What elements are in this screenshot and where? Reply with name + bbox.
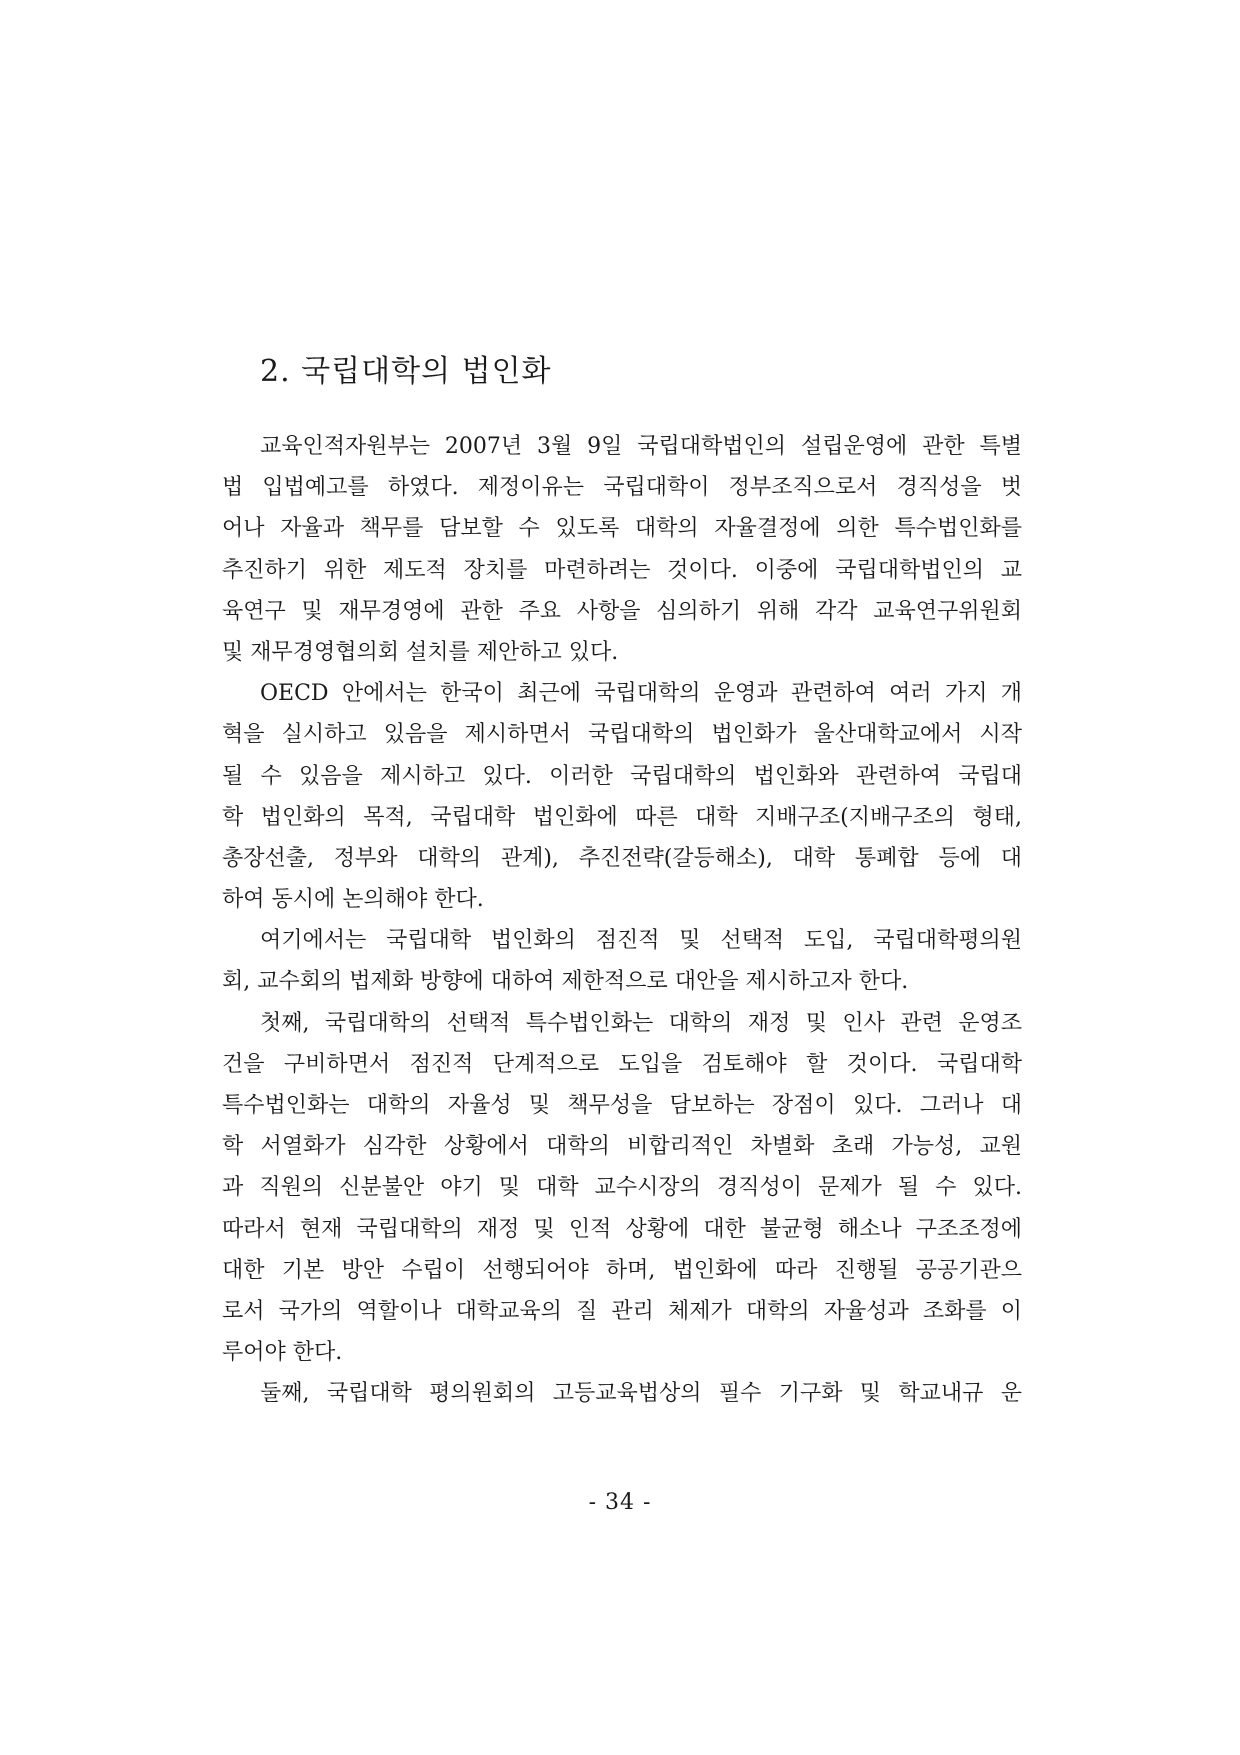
text-line: 따라서 현재 국립대학의 재정 및 인적 상황에 대한 불균형 해소나 구조조정에 — [222, 1216, 1022, 1242]
text-line: 학 법인화의 목적, 국립대학 법인화에 따른 대학 지배구조(지배구조의 형태, — [222, 804, 1022, 830]
text-line: 회, 교수회의 법제화 방향에 대하여 제한적으로 대안을 제시하고자 한다. — [222, 969, 909, 995]
text-line: 특수법인화는 대학의 자율성 및 책무성을 담보하는 장점이 있다. 그러나 대 — [222, 1093, 1022, 1118]
page-number: - 34 - — [588, 1490, 652, 1515]
text-line: 둘째, 국립대학 평의원회의 고등교육법상의 필수 기구화 및 학교내규 운 — [260, 1381, 1022, 1407]
text-line: 될 수 있음을 제시하고 있다. 이러한 국립대학의 법인화와 관련하여 국립대 — [222, 763, 1022, 789]
text-line: 및 재무경영협의회 설치를 제안하고 있다. — [222, 639, 619, 665]
text-line: 교육인적자원부는 2007년 3월 9일 국립대학법인의 설립운영에 관한 특별 — [260, 434, 1022, 459]
text-line: 혁을 실시하고 있음을 제시하면서 국립대학의 법인화가 울산대학교에서 시작 — [222, 722, 1022, 748]
body-text — [222, 426, 1022, 1415]
text-line: 로서 국가의 역할이나 대학교육의 질 관리 체제가 대학의 자율성과 조화를 이 — [222, 1298, 1022, 1324]
text-line: 첫째, 국립대학의 선택적 특수법인화는 대학의 재정 및 인사 관련 운영조 — [260, 1010, 1022, 1036]
text-line: 과 직원의 신분불안 야기 및 대학 교수시장의 경직성이 문제가 될 수 있다. — [222, 1175, 1022, 1201]
text-line: 학 서열화가 심각한 상황에서 대학의 비합리적인 차별화 초래 가능성, 교원 — [222, 1134, 1022, 1160]
text-line: 육연구 및 재무경영에 관한 주요 사항을 심의하기 위해 각각 교육연구위원회 — [222, 598, 1022, 624]
text-line: 어나 자율과 책무를 담보할 수 있도록 대학의 자율결정에 의한 특수법인화를 — [222, 516, 1022, 542]
text-line: 추진하기 위한 제도적 장치를 마련하려는 것이다. 이중에 국립대학법인의 교 — [222, 557, 1022, 583]
text-line: 대한 기본 방안 수립이 선행되어야 하며, 법인화에 따라 진행될 공공기관으 — [222, 1257, 1022, 1283]
text-line: OECD 안에서는 한국이 최근에 국립대학의 운영과 관련하여 여러 가지 개 — [260, 681, 1022, 707]
text-line: 루어야 한다. — [222, 1340, 343, 1366]
text-line: 건을 구비하면서 점진적 단계적으로 도입을 검토해야 할 것이다. 국립대학 — [222, 1051, 1022, 1077]
section-title: 2. 국립대학의 법인화 — [260, 354, 552, 389]
text-line: 총장선출, 정부와 대학의 관계), 추진전략(갈등해소), 대학 통폐합 등에 대 — [222, 845, 1022, 871]
text-line: 법 입법예고를 하였다. 제정이유는 국립대학이 정부조직으로서 경직성을 벗 — [222, 475, 1022, 501]
text-line: 하여 동시에 논의해야 한다. — [222, 887, 484, 913]
text-line: 여기에서는 국립대학 법인화의 점진적 및 선택적 도입, 국립대학평의원 — [260, 928, 1022, 954]
